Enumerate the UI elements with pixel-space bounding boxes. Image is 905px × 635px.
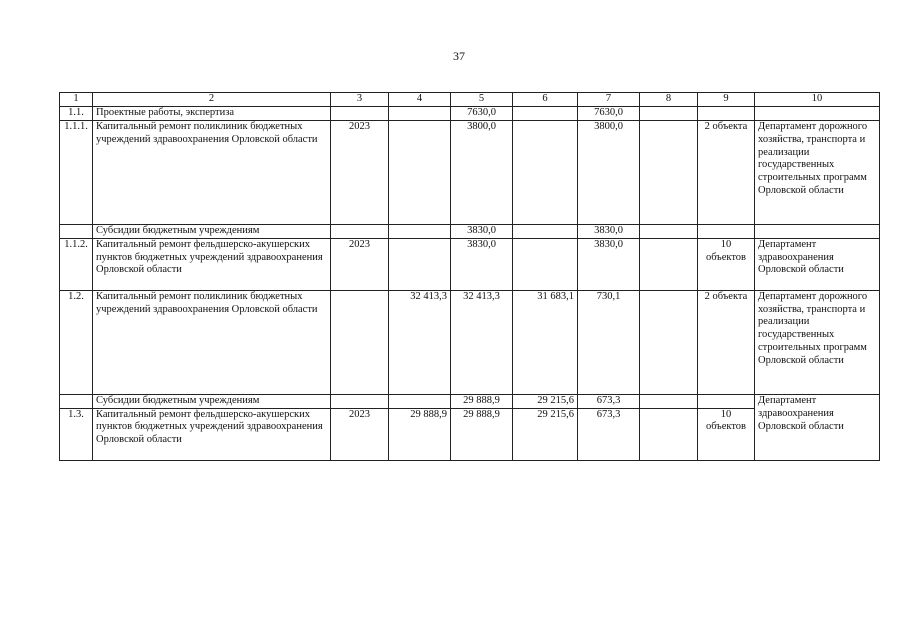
- table-row: [60, 394, 880, 408]
- amount-cell: 3830,0: [578, 238, 640, 290]
- amount-cell: [513, 107, 578, 121]
- row-name: Капитальный ремонт поликлиник бюджетных учреждений здравоохранения Орловской области: [93, 121, 331, 225]
- header-cell: 6: [513, 93, 578, 107]
- amount-cell: [513, 238, 578, 290]
- amount-cell: 3830,0: [451, 238, 513, 290]
- table-header-row: [60, 93, 880, 107]
- header-cell: 8: [640, 93, 698, 107]
- responsible-cell: [755, 225, 880, 239]
- header-cell: 1: [60, 93, 93, 107]
- year-cell: [331, 290, 389, 394]
- row-number: 1.1.: [60, 107, 93, 121]
- header-cell: 4: [389, 93, 451, 107]
- budget-table: [59, 92, 880, 461]
- amount-cell: 7630,0: [578, 107, 640, 121]
- row-number: [60, 225, 93, 239]
- amount-cell: 29 888,9: [451, 394, 513, 408]
- table-row: [60, 408, 880, 460]
- objects-cell: 10 объектов: [698, 238, 755, 290]
- amount-cell: 31 683,1: [513, 290, 578, 394]
- year-cell: [331, 107, 389, 121]
- amount-cell: 32 413,3: [451, 290, 513, 394]
- row-number: 1.1.1.: [60, 121, 93, 225]
- row-number: 1.2.: [60, 290, 93, 394]
- table-row: [60, 290, 880, 394]
- amount-cell: 29 888,9: [451, 408, 513, 460]
- objects-cell: 2 объекта: [698, 121, 755, 225]
- amount-cell: 29 888,9: [389, 408, 451, 460]
- year-cell: 2023: [331, 408, 389, 460]
- responsible-cell: Департамент дорожного хозяйства, транспорта и реализации государственных строительных программ Орловской области: [755, 290, 880, 394]
- table-row: [60, 107, 880, 121]
- responsible-cell: [755, 107, 880, 121]
- amount-cell: 29 215,6: [513, 394, 578, 408]
- amount-cell: [640, 121, 698, 225]
- row-number: 1.3.: [60, 408, 93, 460]
- objects-cell: [698, 225, 755, 239]
- row-name: Субсидии бюджетным учреждениям: [93, 225, 331, 239]
- responsible-cell: Департамент дорожного хозяйства, транспорта и реализации государственных строительных программ Орловской области: [755, 121, 880, 225]
- year-cell: [331, 394, 389, 408]
- year-cell: 2023: [331, 238, 389, 290]
- amount-cell: [640, 408, 698, 460]
- amount-cell: 3800,0: [451, 121, 513, 225]
- amount-cell: [640, 225, 698, 239]
- header-cell: 9: [698, 93, 755, 107]
- table-row: [60, 121, 880, 225]
- responsible-cell: Департамент здравоохранения Орловской области: [755, 238, 880, 290]
- header-cell: 2: [93, 93, 331, 107]
- responsible-cell: Департамент: [755, 394, 880, 408]
- amount-cell: [389, 238, 451, 290]
- header-cell: 10: [755, 93, 880, 107]
- row-name: Капитальный ремонт фельдшерско-акушерских пунктов бюджетных учреждений здравоохранения Орловской области: [93, 238, 331, 290]
- amount-cell: [640, 290, 698, 394]
- amount-cell: [640, 238, 698, 290]
- responsible-cell: здравоохранения Орловской области: [755, 408, 880, 460]
- amount-cell: 730,1: [578, 290, 640, 394]
- row-name: Субсидии бюджетным учреждениям: [93, 394, 331, 408]
- amount-cell: 3830,0: [578, 225, 640, 239]
- amount-cell: [389, 394, 451, 408]
- table-row: [60, 238, 880, 290]
- year-cell: 2023: [331, 121, 389, 225]
- header-cell: 5: [451, 93, 513, 107]
- amount-cell: 7630,0: [451, 107, 513, 121]
- objects-cell: [698, 107, 755, 121]
- amount-cell: [640, 107, 698, 121]
- page-number: 37: [453, 49, 465, 63]
- amount-cell: 3830,0: [451, 225, 513, 239]
- amount-cell: [389, 225, 451, 239]
- amount-cell: 673,3: [578, 394, 640, 408]
- amount-cell: [389, 107, 451, 121]
- amount-cell: 3800,0: [578, 121, 640, 225]
- amount-cell: [389, 121, 451, 225]
- header-cell: 3: [331, 93, 389, 107]
- amount-cell: 673,3: [578, 408, 640, 460]
- amount-cell: [513, 225, 578, 239]
- objects-cell: 2 объекта: [698, 290, 755, 394]
- header-cell: 7: [578, 93, 640, 107]
- table-row: [60, 225, 880, 239]
- amount-cell: 29 215,6: [513, 408, 578, 460]
- amount-cell: [513, 121, 578, 225]
- row-number: 1.1.2.: [60, 238, 93, 290]
- row-number: [60, 394, 93, 408]
- row-name: Проектные работы, экспертиза: [93, 107, 331, 121]
- row-name: Капитальный ремонт фельдшерско-акушерских пунктов бюджетных учреждений здравоохранения Орловской области: [93, 408, 331, 460]
- row-name: Капитальный ремонт поликлиник бюджетных учреждений здравоохранения Орловской области: [93, 290, 331, 394]
- objects-cell: 10 объектов: [698, 408, 755, 460]
- objects-cell: [698, 394, 755, 408]
- amount-cell: [640, 394, 698, 408]
- year-cell: [331, 225, 389, 239]
- amount-cell: 32 413,3: [389, 290, 451, 394]
